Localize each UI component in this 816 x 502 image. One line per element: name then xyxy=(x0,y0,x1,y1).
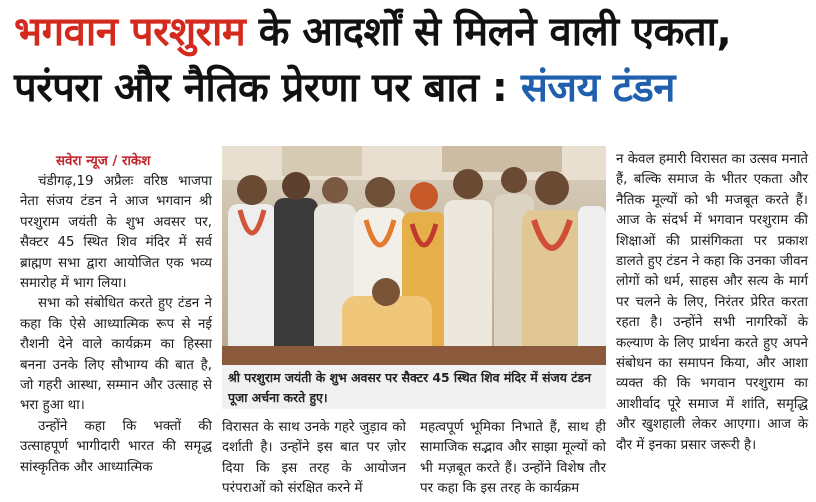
headline-blue-part: संजय टंडन xyxy=(520,65,675,111)
news-photo xyxy=(222,146,606,365)
left-paragraph-1: चंडीगढ़,19 अप्रैलः वरिष्ठ भाजपा नेता संजय टंडन ने आज भगवान श्री परशुराम जयंती के शुभ अवसर पर, सैक्टर 45 स्थित शिव मंदिर में सर्व ब्राह्मण सभा द्वारा आयोजित एक भव्य समारोह में भाग लिया। xyxy=(20,174,212,292)
left-paragraph-3: उन्होंने कहा कि भक्तों की उत्साहपूर्ण भागीदारी भारत की समृद्ध सांस्कृतिक और आध्यात्मिक xyxy=(20,418,212,475)
byline: सवेरा न्यूज / राकेश xyxy=(56,154,151,169)
headline-red-part: भगवान परशुराम xyxy=(14,9,246,55)
photo-caption: श्री परशुराम जयंती के शुभ अवसर पर सैक्टर 45 स्थित शिव मंदिर में संजय टंडन पूजा अर्चना करते हुए। xyxy=(222,365,606,409)
right-paragraph-1: न केवल हमारी विरासत का उत्सव मनाते हैं, बल्कि समाज के भीतर एकता और नैतिक मूल्यों को भी मजबूत करते हैं। आज के संदर्भ में भगवान परशुराम की शिक्षाओं की प्रासंगिकता पर प्रकाश डालते हुए टंडन ने कहा कि उनका जीवन लोगों को धर्म, साहस और सत्य के मार्ग पर चलने के लिए, निरंतर प्रेरित करता रहता है। उन्होंने सभी नागरिकों के कल्याण के लिए प्रार्थना करते हुए अपने संबोधन का समापन किया, और आशा व्यक्त की कि भगवान परशुराम का आशीर्वाद पूरे समाज में शांति, समृद्धि और खुशहाली लेकर आएगा। आज के दौर में इनका प्रसार जरूरी है। xyxy=(616,152,808,453)
headline-black-part: के आदर्शों से मिलने वाली एकता, xyxy=(258,9,732,55)
left-paragraph-2: सभा को संबोधित करते हुए टंडन ने कहा कि ऐसे आध्यात्मिक रूप से नई रौशनी देने वाले कार्यक्रम का हिस्सा बनना उनके लिए सौभाग्य की बात है, जो गहरी आस्था, सम्मान और उत्साह से भरा हुआ था। xyxy=(20,296,212,414)
middle-column-1 xyxy=(222,418,406,500)
news-photo-illustration xyxy=(222,146,606,365)
headline-line-2 xyxy=(14,60,806,116)
middle-paragraph-2: महत्वपूर्ण भूमिका निभाते हैं, साथ ही सामाजिक सद्भाव और साझा मूल्यों को भी मज़बूत करते हैं। उन्होंने विशेष तौर पर कहा कि इस तरह के कार्यक्रम xyxy=(420,420,606,497)
headline-line-1 xyxy=(14,4,806,60)
right-column xyxy=(616,150,808,456)
middle-paragraph-1: विरासत के साथ उनके गहरे जुड़ाव को दर्शाती है। उन्होंने इस बात पर ज़ोर दिया कि इस तरह के आयोजन परंपराओं को संरक्षित करने में xyxy=(222,420,406,497)
headline xyxy=(14,4,806,116)
left-column xyxy=(20,152,212,478)
headline-black-part-2: परंपरा और नैतिक प्रेरणा पर बात : xyxy=(14,65,508,111)
middle-column-2 xyxy=(420,418,606,500)
